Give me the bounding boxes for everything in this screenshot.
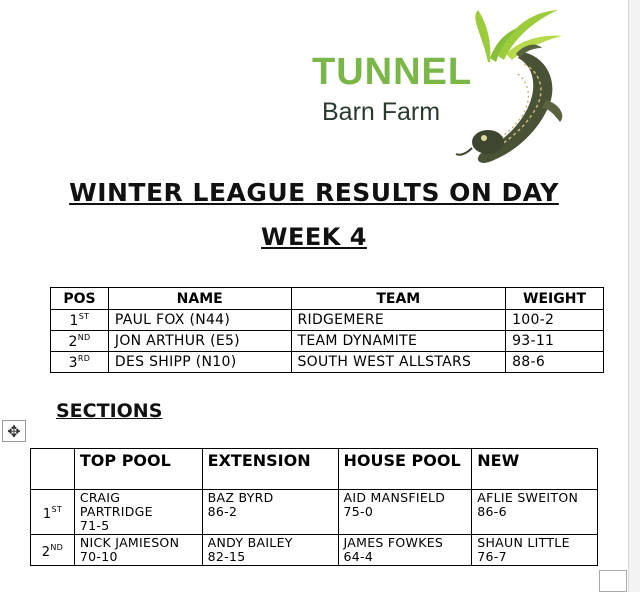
angler-name: CRAIG PARTRIDGE [79,490,153,519]
team-name: TEAM DYNAMITE [291,331,506,352]
angler-name: BAZ BYRD [207,490,274,505]
page-subtitle: WEEK 4 [261,223,367,251]
section-winner-cell [74,490,202,535]
angler-name: AID MANSFIELD [343,490,446,505]
header-top-pool: TOP POOL [74,449,202,490]
header-new: NEW [472,449,598,490]
tunnel-barn-farm-logo [310,4,570,174]
team-name: RIDGEMERE [291,310,506,331]
table-row [51,331,604,352]
results-table [50,287,604,373]
header-team: TEAM [291,288,506,310]
weight-value: 82-15 [207,549,246,564]
table-row [51,310,604,331]
angler-name: DES SHIPP (N10) [108,352,291,373]
sections-header-row [31,449,598,490]
weight-value: 75-0 [343,504,374,519]
page-title: WINTER LEAGUE RESULTS ON DAY [69,178,559,207]
section-winner-cell [338,490,472,535]
section-winner-cell [202,535,338,566]
section-winner-cell [472,535,598,566]
angler-name: SHAUN LITTLE [477,535,570,550]
sections-heading: SECTIONS [56,400,163,422]
weight-value: 86-2 [207,504,238,519]
angler-name: JAMES FOWKES [343,535,444,550]
weight-value: 76-7 [477,549,507,564]
section-winner-cell [472,490,598,535]
angler-name: JON ARTHUR (E5) [108,331,291,352]
weight-value: 64-4 [343,549,374,564]
weight-value: 86-6 [477,504,507,519]
angler-name: NICK JAMIESON [79,535,180,550]
header-house-pool: HOUSE POOL [338,449,472,490]
weight-value: 70-10 [79,549,118,564]
weight-value: 93-11 [506,331,604,352]
section-winner-cell [74,535,202,566]
header-name: NAME [108,288,291,310]
weight-value: 71-5 [79,518,110,533]
angler-name: PAUL FOX (N44) [108,310,291,331]
angler-name: AFLIE SWEITON [477,490,579,505]
sections-table [30,448,598,566]
team-name: SOUTH WEST ALLSTARS [291,352,506,373]
section-winner-cell [338,535,472,566]
table-row [31,490,598,535]
position-cell: 2ND [31,535,75,566]
results-header-row [51,288,604,310]
position-cell: 3RD [51,352,109,373]
section-winner-cell [202,490,338,535]
position-cell: 2ND [51,331,109,352]
angler-name: ANDY BAILEY [207,535,293,550]
logo-word-barn-farm: Barn Farm [322,98,441,126]
header-weight: WEIGHT [506,288,604,310]
page-corner-marker [599,570,627,592]
table-row [51,352,604,373]
position-cell: 1ST [51,310,109,331]
table-row [31,535,598,566]
weight-value: 88-6 [506,352,604,373]
position-cell: 1ST [31,490,75,535]
weight-value: 100-2 [506,310,604,331]
table-move-handle-icon[interactable]: ✥ [2,420,26,442]
logo-word-tunnel: TUNNEL [312,51,473,93]
header-extension: EXTENSION [202,449,338,490]
header-blank [31,449,75,490]
header-pos: POS [51,288,109,310]
